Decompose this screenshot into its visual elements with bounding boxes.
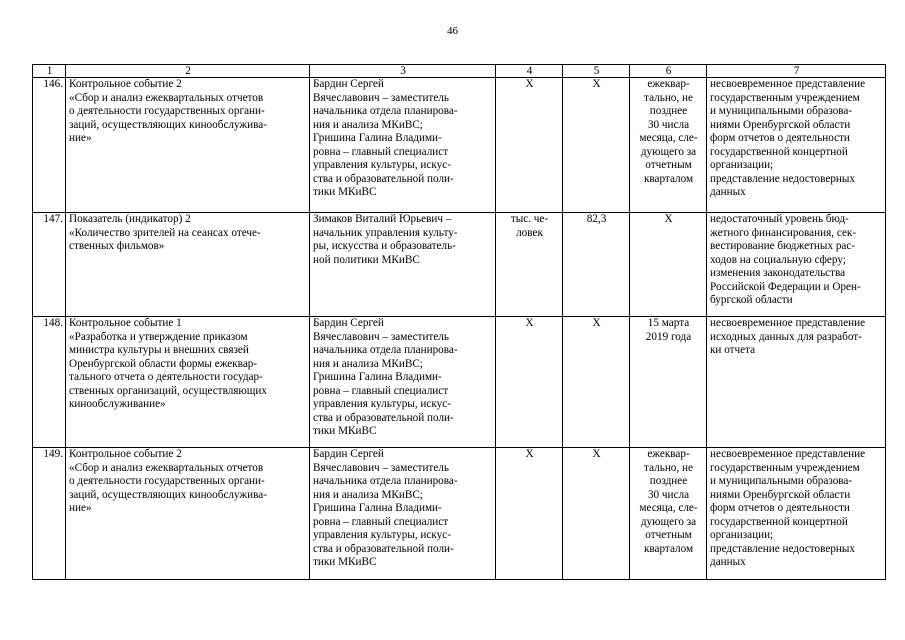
event-cell: Контрольное событие 2 «Сбор и анализ ежеквартальных отчетов о деятельности государственных органи- заций, осуществляющих кинообслужива- ние»	[66, 448, 310, 580]
row-number: 147.	[33, 213, 66, 317]
responsible-cell: Бардин Сергей Вячеславович – заместитель начальника отдела планирова- ния и анализа МКиВС; Гришина Галина Владими- ровна – главный специалист управления культуры, искус- ства и образовательной поли- тики МКиВС	[310, 317, 496, 448]
row-number: 149.	[33, 448, 66, 580]
deadline-cell: Х	[630, 213, 707, 317]
risks-cell: несвоевременное представление государственным учреждением и муниципальными образова- ниями Оренбургской области форм отчетов о деятельности государственной концертной организации; представление недостоверных данных	[707, 78, 886, 213]
value-cell: 82,3	[563, 213, 630, 317]
header-cell-3: 3	[310, 65, 496, 78]
row-number: 148.	[33, 317, 66, 448]
header-row	[33, 65, 886, 78]
responsible-cell: Бардин Сергей Вячеславович – заместитель начальника отдела планирова- ния и анализа МКиВС; Гришина Галина Владими- ровна – главный специалист управления культуры, искус- ства и образовательной поли- тики МКиВС	[310, 448, 496, 580]
table-row	[33, 317, 886, 448]
deadline-cell: ежеквар- тально, не позднее 30 числа месяца, сле- дующего за отчетным кварталом	[630, 448, 707, 580]
plan-table	[32, 64, 886, 580]
table-row	[33, 213, 886, 317]
value-cell: Х	[563, 448, 630, 580]
header-cell-5: 5	[563, 65, 630, 78]
unit-cell: Х	[496, 78, 563, 213]
unit-cell: Х	[496, 317, 563, 448]
responsible-cell: Зимаков Виталий Юрьевич – начальник управления культу- ры, искусства и образователь- ной политики МКиВС	[310, 213, 496, 317]
unit-cell: Х	[496, 448, 563, 580]
header-cell-7: 7	[707, 65, 886, 78]
header-cell-2: 2	[66, 65, 310, 78]
row-number: 146.	[33, 78, 66, 213]
deadline-cell: ежеквар- тально, не позднее 30 числа месяца, сле- дующего за отчетным кварталом	[630, 78, 707, 213]
header-cell-6: 6	[630, 65, 707, 78]
unit-cell: тыс. че- ловек	[496, 213, 563, 317]
header-cell-1: 1	[33, 65, 66, 78]
deadline-cell: 15 марта 2019 года	[630, 317, 707, 448]
value-cell: Х	[563, 317, 630, 448]
event-cell: Показатель (индикатор) 2 «Количество зрителей на сеансах отече- ственных фильмов»	[66, 213, 310, 317]
event-cell: Контрольное событие 1 «Разработка и утверждение приказом министра культуры и внешних связей Оренбургской области формы ежеквар- тального отчета о деятельности государ- ственных организаций, осуществляющих кинообслуживание»	[66, 317, 310, 448]
risks-cell: недостаточный уровень бюд- жетного финансирования, сек- вестирование бюджетных рас- ходов на социальную сферу; изменения законодательства Российской Федерации и Орен- бургской области	[707, 213, 886, 317]
table-row	[33, 448, 886, 580]
value-cell: Х	[563, 78, 630, 213]
responsible-cell: Бардин Сергей Вячеславович – заместитель начальника отдела планирова- ния и анализа МКиВС; Гришина Галина Владими- ровна – главный специалист управления культуры, искус- ства и образовательной поли- тики МКиВС	[310, 78, 496, 213]
page-number: 46	[447, 25, 458, 37]
risks-cell: несвоевременное представление исходных данных для разработ- ки отчета	[707, 317, 886, 448]
risks-cell: несвоевременное представление государственным учреждением и муниципальными образова- ниями Оренбургской области форм отчетов о деятельности государственной концертной организации; представление недостоверных данных	[707, 448, 886, 580]
event-cell: Контрольное событие 2 «Сбор и анализ ежеквартальных отчетов о деятельности государственных органи- заций, осуществляющих кинообслужива- ние»	[66, 78, 310, 213]
header-cell-4: 4	[496, 65, 563, 78]
table-row	[33, 78, 886, 213]
